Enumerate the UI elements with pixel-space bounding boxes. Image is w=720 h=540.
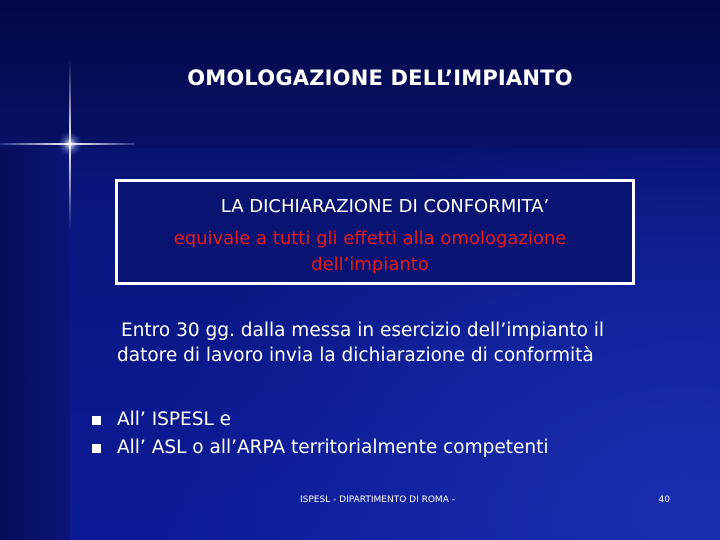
slide-footer: ISPESL - DIPARTIMENTO DI ROMA - (300, 495, 455, 505)
highlight-box (115, 179, 635, 285)
box-highlight-line-2: dell’impianto (311, 254, 429, 275)
list-item-text: All’ ASL o all’ARPA territorialmente competenti (117, 437, 549, 458)
list-item (92, 406, 692, 434)
list-item (92, 434, 692, 462)
square-bullet-icon (92, 416, 101, 425)
body-paragraph (117, 318, 687, 368)
bullet-list (92, 406, 692, 462)
paragraph-line-1: Entro 30 gg. dalla messa in esercizio dell’impianto il (121, 320, 605, 341)
box-highlight-text (118, 226, 632, 278)
light-flare-icon (58, 132, 82, 156)
square-bullet-icon (92, 444, 101, 453)
paragraph-line-2: datore di lavoro invia la dichiarazione di conformità (117, 345, 594, 366)
box-heading: LA DICHIARAZIONE DI CONFORMITA’ (220, 196, 550, 217)
list-item-text: All’ ISPESL e (117, 409, 232, 430)
left-band (0, 148, 70, 540)
slide-title: OMOLOGAZIONE DELL’IMPIANTO (187, 66, 573, 90)
box-highlight-line-1: equivale a tutti gli effetti alla omologazione (173, 228, 567, 249)
page-number: 40 (658, 495, 670, 505)
